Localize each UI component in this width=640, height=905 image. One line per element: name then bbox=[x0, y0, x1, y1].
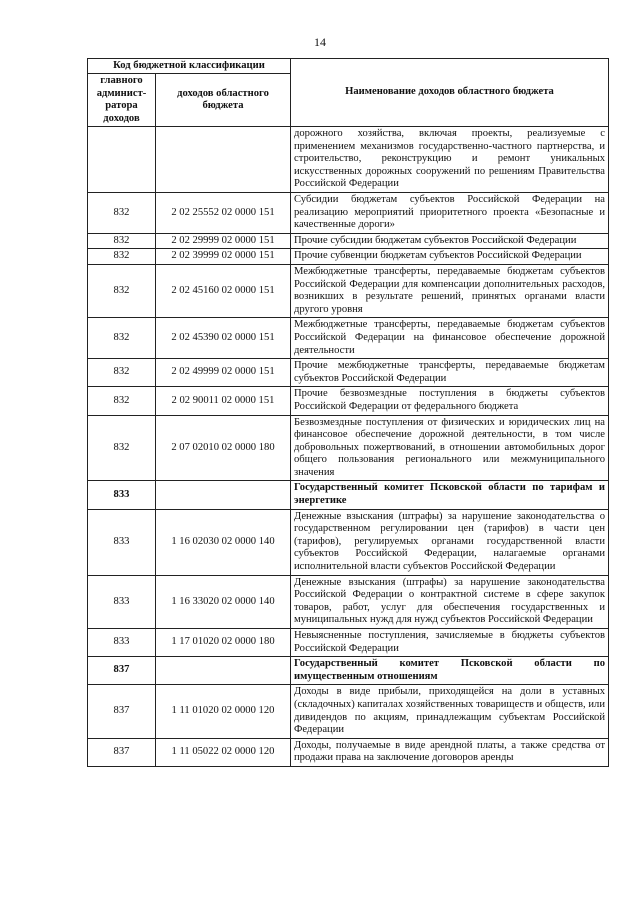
code-cell: 2 07 02010 02 0000 180 bbox=[156, 415, 291, 481]
table-row bbox=[88, 415, 609, 481]
name-cell: Доходы, получаемые в виде арендной платы, а также средства от продажи права на заключение договоров аренды bbox=[291, 738, 609, 766]
code-cell: 2 02 90011 02 0000 151 bbox=[156, 387, 291, 415]
code-cell: 2 02 49999 02 0000 151 bbox=[156, 359, 291, 387]
header-group: Код бюджетной классификации bbox=[88, 59, 291, 74]
header-code: доходов областного бюджета bbox=[156, 74, 291, 127]
table-row bbox=[88, 738, 609, 766]
code-cell: 1 16 33020 02 0000 140 bbox=[156, 575, 291, 628]
header-name: Наименование доходов областного бюджета bbox=[291, 59, 609, 127]
table-row-organization bbox=[88, 657, 609, 685]
admin-cell: 837 bbox=[88, 685, 156, 738]
code-cell: 2 02 45390 02 0000 151 bbox=[156, 318, 291, 359]
admin-cell: 833 bbox=[88, 509, 156, 575]
admin-cell: 832 bbox=[88, 359, 156, 387]
name-cell: Прочие субвенции бюджетам субъектов Российской Федерации bbox=[291, 249, 609, 265]
admin-cell: 832 bbox=[88, 249, 156, 265]
organization-name-cell: Государственный комитет Псковской области по имущественным отношениям bbox=[291, 657, 609, 685]
admin-cell: 833 bbox=[88, 629, 156, 657]
code-cell: 2 02 45160 02 0000 151 bbox=[156, 264, 291, 317]
code-cell: 2 02 25552 02 0000 151 bbox=[156, 193, 291, 234]
admin-cell: 832 bbox=[88, 264, 156, 317]
budget-classification-table bbox=[87, 58, 609, 767]
name-cell: Денежные взыскания (штрафы) за нарушение законодательства о государственном регулировании цен (тарифов) в части цен (тарифов), регулируемых органами государственной власти субъектов Российской Федерации, налагаемые органами исполнительной власти субъектов Российской Федерации bbox=[291, 509, 609, 575]
table-row bbox=[88, 387, 609, 415]
admin-cell: 832 bbox=[88, 193, 156, 234]
table-row-organization bbox=[88, 481, 609, 509]
code-cell: 2 02 39999 02 0000 151 bbox=[156, 249, 291, 265]
name-cell: Безвозмездные поступления от физических и юридических лиц на финансовое обеспечение дорожной деятельности, в том числе добровольных пожертвований, в отношении автомобильных дорог общего пользования регионального или межмуниципального значения bbox=[291, 415, 609, 481]
name-cell: Межбюджетные трансферты, передаваемые бюджетам субъектов Российской Федерации для компенсации дополнительных расходов, возникших в результате решений, принятых органами власти другого уровня bbox=[291, 264, 609, 317]
table-row bbox=[88, 127, 609, 193]
code-cell bbox=[156, 127, 291, 193]
table-row bbox=[88, 249, 609, 265]
admin-cell: 832 bbox=[88, 318, 156, 359]
table-row bbox=[88, 509, 609, 575]
organization-name-cell: Государственный комитет Псковской области по тарифам и энергетике bbox=[291, 481, 609, 509]
name-cell: Прочие безвозмездные поступления в бюджеты субъектов Российской Федерации от федерального бюджета bbox=[291, 387, 609, 415]
table-row bbox=[88, 575, 609, 628]
name-cell: Прочие субсидии бюджетам субъектов Российской Федерации bbox=[291, 233, 609, 249]
admin-cell: 833 bbox=[88, 575, 156, 628]
table-row bbox=[88, 193, 609, 234]
name-cell: Межбюджетные трансферты, передаваемые бюджетам субъектов Российской Федерации на финансовое обеспечение дорожной деятельности bbox=[291, 318, 609, 359]
code-cell: 1 16 02030 02 0000 140 bbox=[156, 509, 291, 575]
admin-cell: 832 bbox=[88, 233, 156, 249]
code-cell: 1 11 05022 02 0000 120 bbox=[156, 738, 291, 766]
name-cell: Прочие межбюджетные трансферты, передаваемые бюджетам субъектов Российской Федерации bbox=[291, 359, 609, 387]
name-cell: Субсидии бюджетам субъектов Российской Федерации на реализацию мероприятий приоритетного проекта «Безопасные и качественные дороги» bbox=[291, 193, 609, 234]
table-row bbox=[88, 264, 609, 317]
admin-cell: 837 bbox=[88, 657, 156, 685]
table-row bbox=[88, 359, 609, 387]
code-cell: 2 02 29999 02 0000 151 bbox=[156, 233, 291, 249]
name-cell: дорожного хозяйства, включая проекты, реализуемые с применением механизмов государственно-частного партнерства, и строительство, реконструкцию и ремонт уникальных искусственных дорожных сооружений по решениям Правительства Российской Федерации bbox=[291, 127, 609, 193]
table-row bbox=[88, 685, 609, 738]
table-row bbox=[88, 318, 609, 359]
admin-cell: 837 bbox=[88, 738, 156, 766]
name-cell: Невыясненные поступления, зачисляемые в бюджеты субъектов Российской Федерации bbox=[291, 629, 609, 657]
admin-cell: 833 bbox=[88, 481, 156, 509]
name-cell: Доходы в виде прибыли, приходящейся на доли в уставных (складочных) капиталах хозяйственных товариществ и обществ, или дивидендов по акциям, принадлежащим субъектам Российской Федерации bbox=[291, 685, 609, 738]
admin-cell bbox=[88, 127, 156, 193]
table-row bbox=[88, 233, 609, 249]
code-cell bbox=[156, 481, 291, 509]
admin-cell: 832 bbox=[88, 415, 156, 481]
name-cell: Денежные взыскания (штрафы) за нарушение законодательства Российской Федерации о контрактной системе в сфере закупок товаров, работ, услуг для обеспечения государственных и муниципальных нужд для нужд субъектов Российской Федерации bbox=[291, 575, 609, 628]
admin-cell: 832 bbox=[88, 387, 156, 415]
code-cell: 1 11 01020 02 0000 120 bbox=[156, 685, 291, 738]
code-cell bbox=[156, 657, 291, 685]
code-cell: 1 17 01020 02 0000 180 bbox=[156, 629, 291, 657]
page-number: 14 bbox=[314, 35, 326, 49]
header-admin: главного админист-ратора доходов bbox=[88, 74, 156, 127]
table-row bbox=[88, 629, 609, 657]
